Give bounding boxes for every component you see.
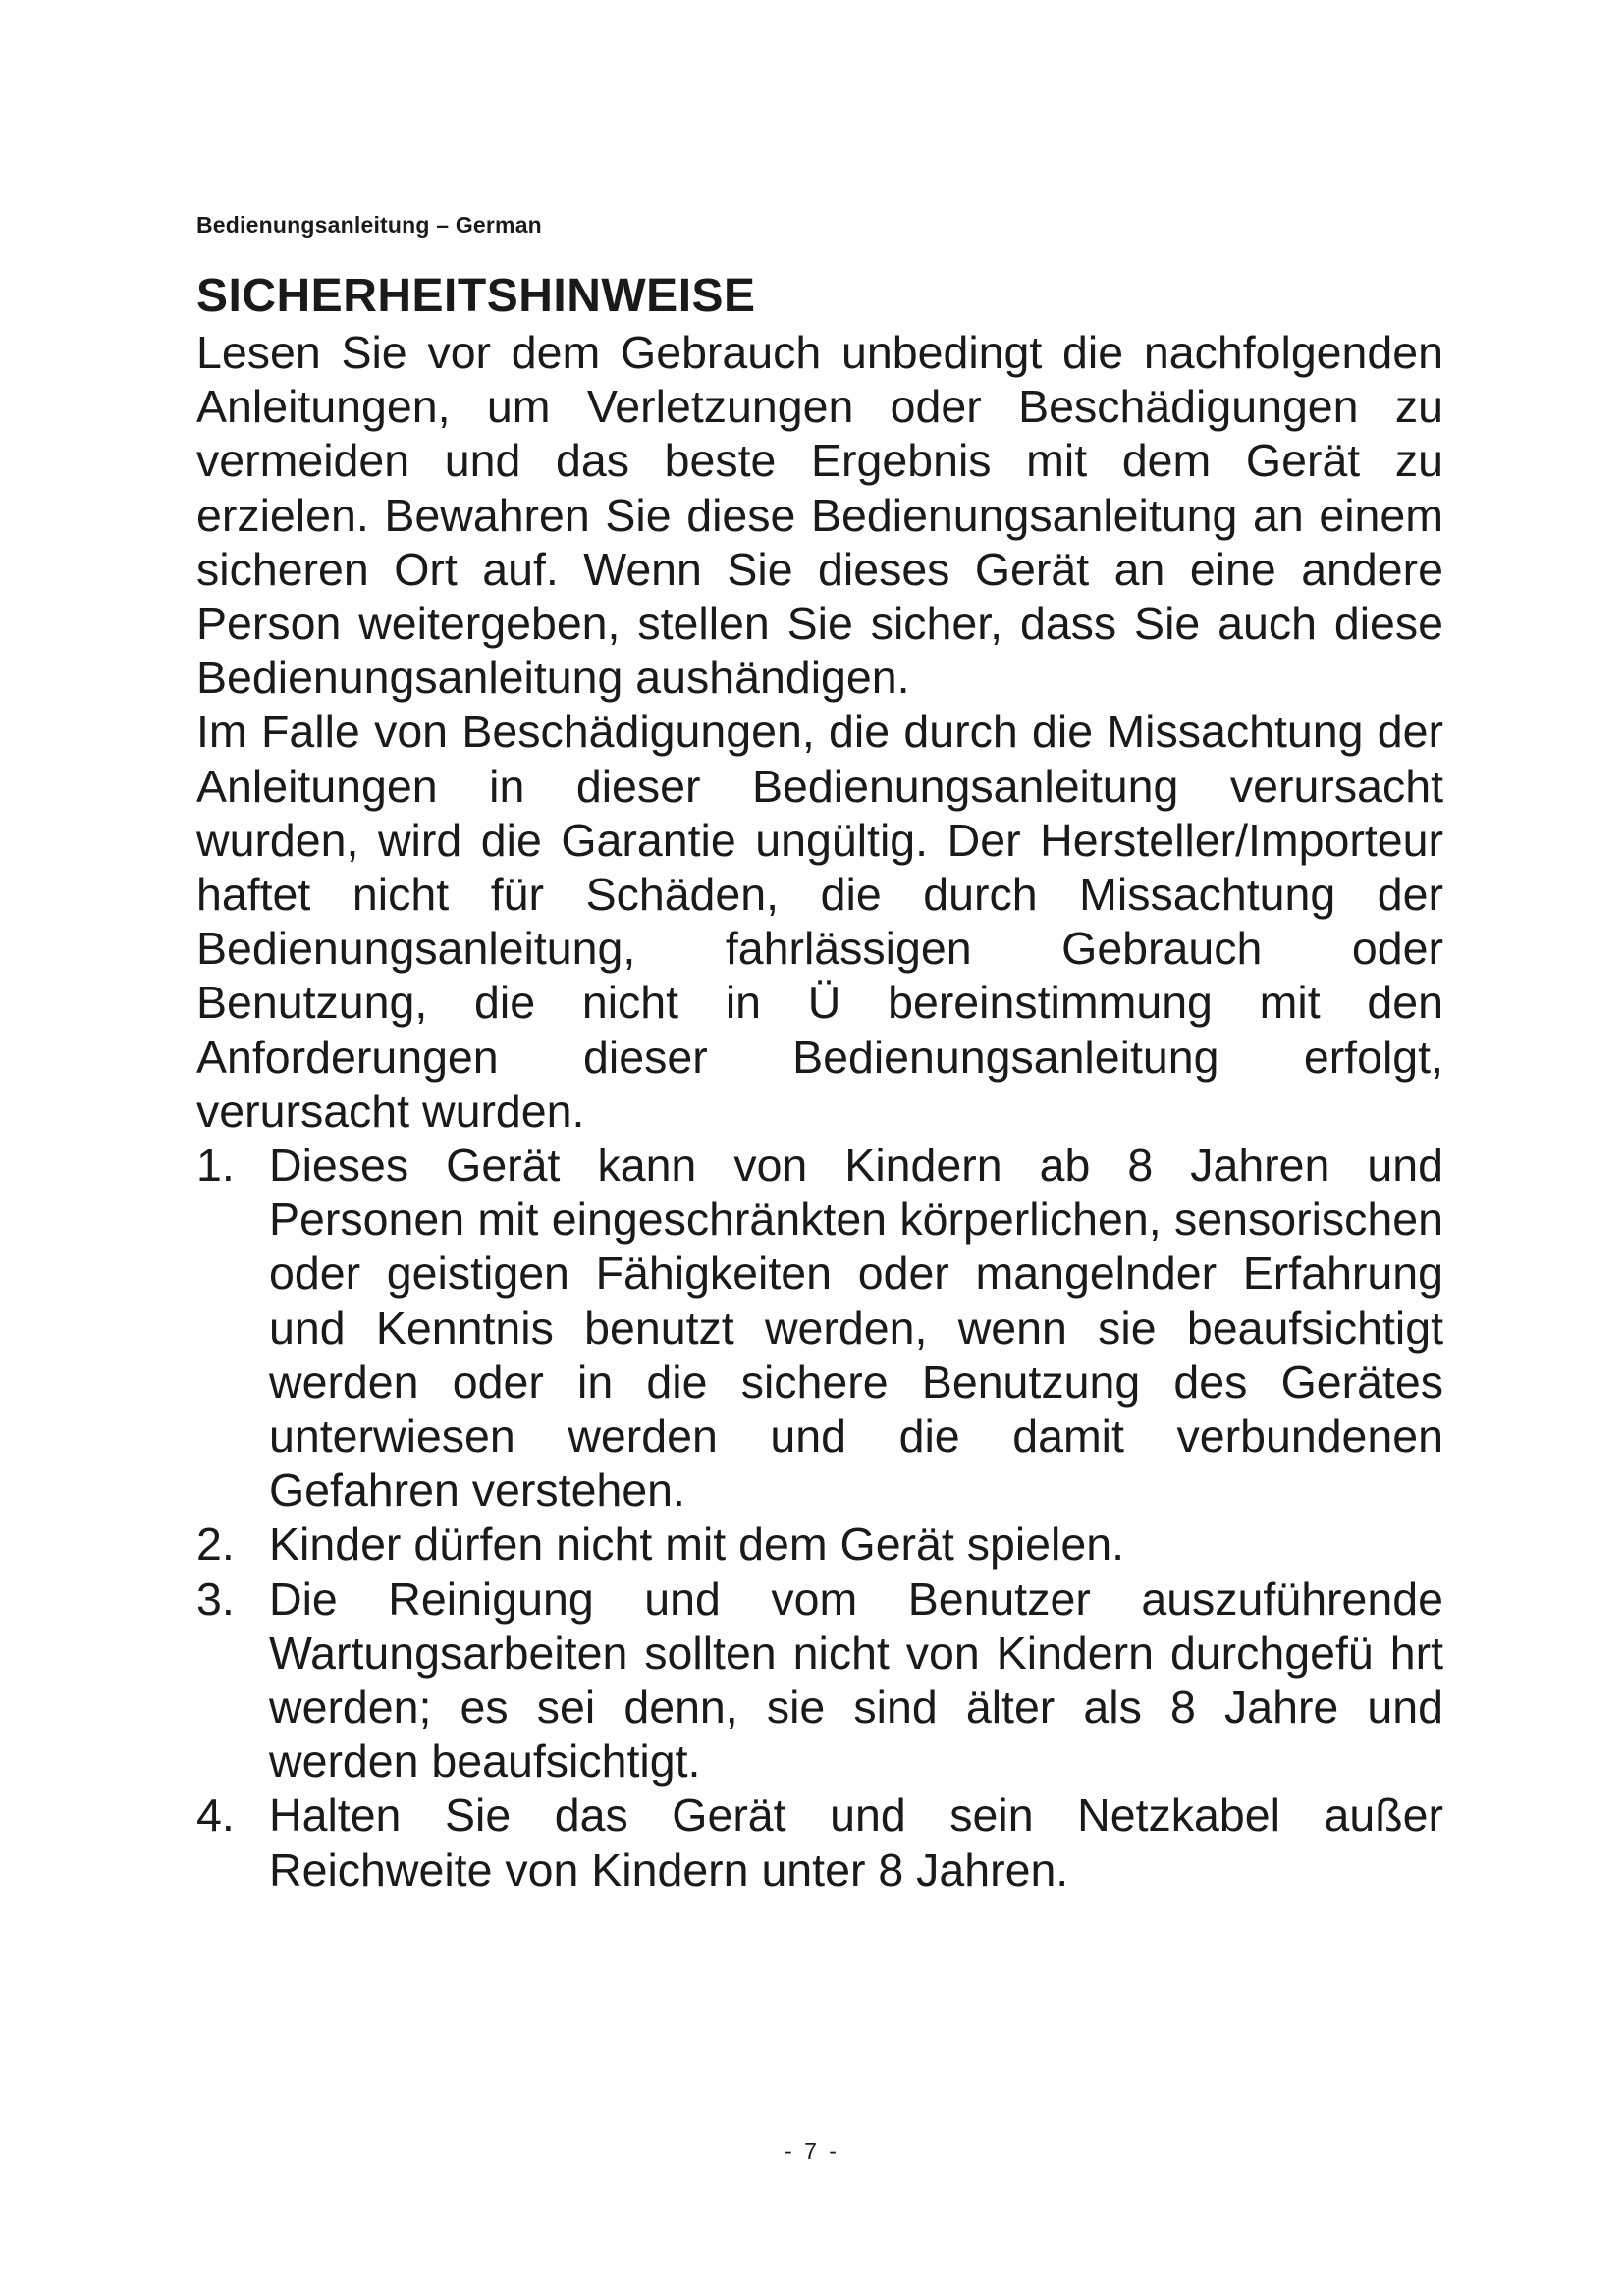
page-number: - 7 -: [785, 2138, 839, 2163]
list-item: [196, 1518, 1443, 1572]
list-item-number: 1.: [196, 1140, 235, 1192]
safety-list: [196, 1139, 1443, 1897]
list-item: [196, 1139, 1443, 1518]
header-label: Bedienungsanleitung – German: [196, 212, 542, 238]
warranty-paragraph: Im Falle von Beschädigungen, die durch die Missachtung der Anleitungen in dieser Bedienungsanleitung verursacht wurden, wird die Garantie ungültig. Der Hersteller/Importeur haftet nicht für Schäden, die durch Missachtung der Bedienungsanleitung, fahrlässigen Gebrauch oder Benutzung, die nicht in Ü bereinstimmung mit den Anforderungen dieser Bedienungsanleitung erfolgt, verursacht wurden.: [196, 706, 1443, 1137]
list-item-text: Dieses Gerät kann von Kindern ab 8 Jahren und Personen mit eingeschränkten körperlichen, sensorischen oder geistigen Fähigkeiten oder mangelnder Erfahrung und Kenntnis benutzt werden, wenn sie beaufsichtigt werden oder in die sichere Benutzung des Gerätes unterwiesen werden und die damit verbundenen Gefahren verstehen.: [269, 1140, 1443, 1517]
list-item: [196, 1789, 1443, 1896]
list-item-text: Die Reinigung und vom Benutzer auszuführende Wartungsarbeiten sollten nicht von Kindern durchgefü hrt werden; es sei denn, sie sind älter als 8 Jahre und werden beaufsichtigt.: [269, 1573, 1443, 1788]
list-item-text: Halten Sie das Gerät und sein Netzkabel außer Reichweite von Kindern unter 8 Jahren.: [269, 1789, 1443, 1896]
list-item-text: Kinder dürfen nicht mit dem Gerät spielen.: [269, 1519, 1125, 1571]
list-item-number: 4.: [196, 1789, 235, 1842]
intro-paragraph: Lesen Sie vor dem Gebrauch unbedingt die nachfolgenden Anleitungen, um Verletzungen oder Beschädigungen zu vermeiden und das beste Ergebnis mit dem Gerät zu erzielen. Bewahren Sie diese Bedienungsanleitung an einem sicheren Ort auf. Wenn Sie dieses Gerät an eine andere Person weitergeben, stellen Sie sicher, dass Sie auch diese Bedienungsanleitung aushändigen.: [196, 327, 1443, 704]
list-item: [196, 1573, 1443, 1789]
content-body: [196, 267, 1443, 1897]
list-item-number: 2.: [196, 1519, 235, 1571]
list-item-number: 3.: [196, 1573, 235, 1625]
section-title: SICHERHEITSHINWEISE: [196, 270, 756, 322]
